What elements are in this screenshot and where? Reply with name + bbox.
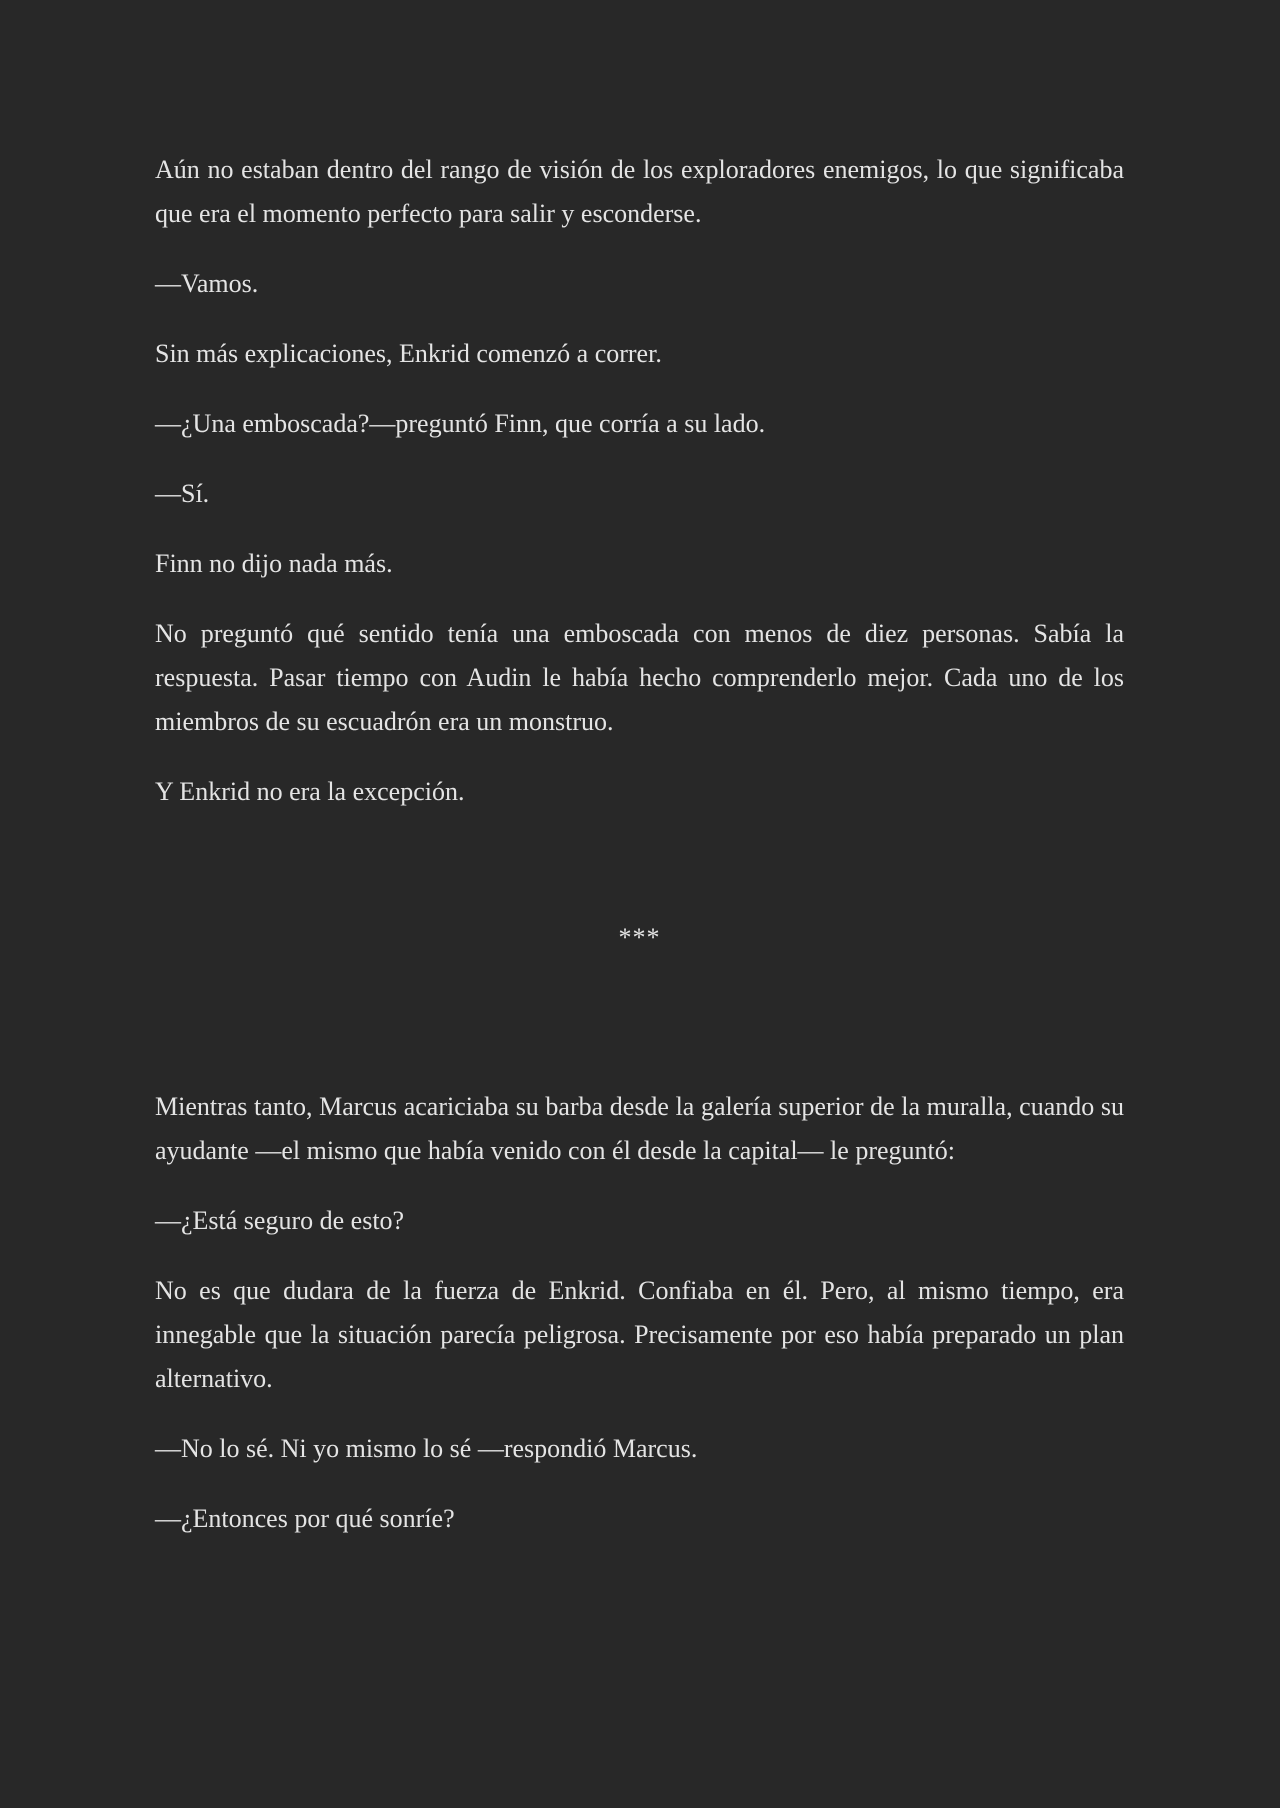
paragraph: Mientras tanto, Marcus acariciaba su barba desde la galería superior de la muralla, cuando su ayudante —el mismo que había venido con él desde la capital— le preguntó:: [155, 1092, 1124, 1165]
paragraph: No preguntó qué sentido tenía una emboscada con menos de diez personas. Sabía la respuesta. Pasar tiempo con Audin le había hecho comprenderlo mejor. Cada uno de los miembros de su escuadrón era un monstruo.: [155, 619, 1124, 736]
section-one: [155, 148, 1124, 814]
paragraph: Finn no dijo nada más.: [155, 549, 393, 578]
paragraph: Aún no estaban dentro del rango de visión de los exploradores enemigos, lo que significaba que era el momento perfecto para salir y esconderse.: [155, 155, 1124, 228]
dialogue-line: —¿Está seguro de esto?: [155, 1206, 405, 1235]
section-two: [155, 1085, 1124, 1541]
scene-separator: ***: [618, 923, 661, 952]
dialogue-line: —¿Entonces por qué sonríe?: [155, 1504, 455, 1533]
dialogue-line: —Vamos.: [155, 269, 259, 298]
paragraph: Y Enkrid no era la excepción.: [155, 777, 465, 806]
dialogue-line: —¿Una emboscada?—preguntó Finn, que corría a su lado.: [155, 409, 766, 438]
paragraph: Sin más explicaciones, Enkrid comenzó a correr.: [155, 339, 662, 368]
dialogue-line: —Sí.: [155, 479, 210, 508]
paragraph: No es que dudara de la fuerza de Enkrid. Confiaba en él. Pero, al mismo tiempo, era innegable que la situación parecía peligrosa. Precisamente por eso había preparado un plan alternativo.: [155, 1276, 1124, 1393]
reader-page: [155, 148, 1124, 1567]
dialogue-line: —No lo sé. Ni yo mismo lo sé —respondió Marcus.: [155, 1434, 698, 1463]
